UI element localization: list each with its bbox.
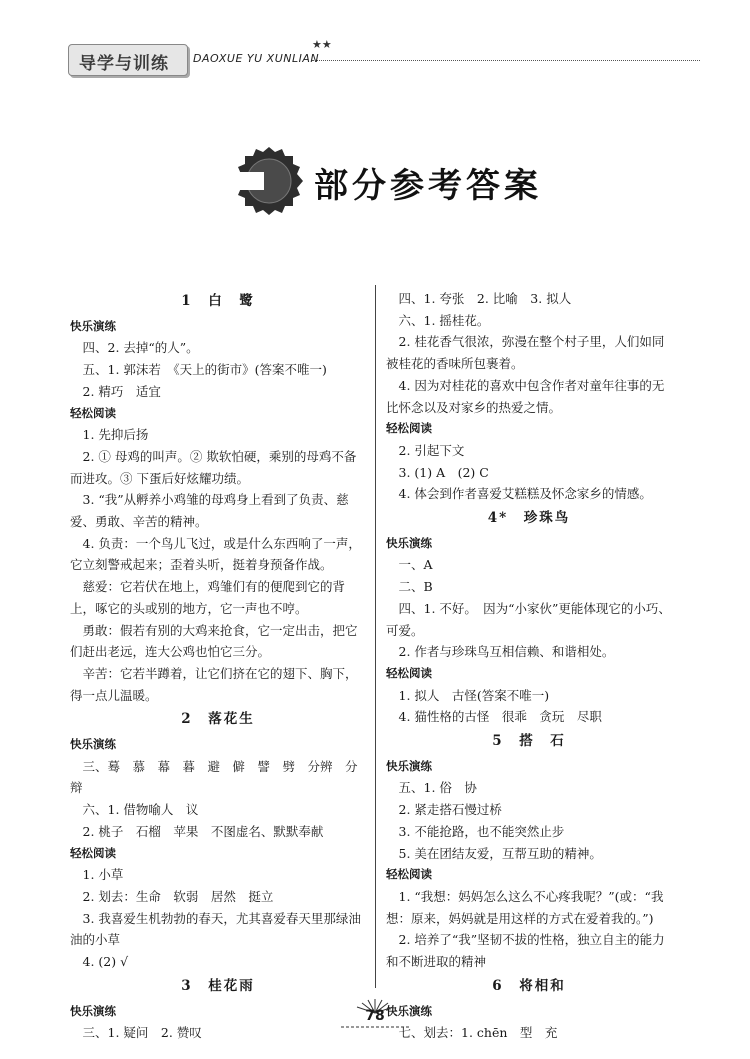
section-heading: 快乐演练 [70,737,116,752]
answer-paragraph: 1. “我想：妈妈怎么这么不心疼我呢？”(或：“我想：原来，妈妈就是用这样的方式在爱着我的。”) [386,888,664,926]
answer-paragraph: 3. 我喜爱生机勃勃的春天，尤其喜爱春天里那绿油油的小草 [70,910,361,948]
answer-line: 2. 精巧 适宜 [82,383,161,399]
answer-paragraph: 2. 桂花香气很浓，弥漫在整个村子里，人们如同被桂花的香味所包裹着。 [386,334,665,372]
page-number: 78 [365,1008,385,1024]
lesson-title: 6 将相和 [492,977,566,994]
answer-line: 2. 作者与珍珠鸟互相信赖、和谐相处。 [398,644,615,660]
answer-line: 4. 猫性格的古怪 很乖 贪玩 尽职 [398,709,602,725]
answer-line: 2. 划去：生命 软弱 居然 挺立 [82,888,274,904]
series-logo [68,44,188,76]
answer-paragraph: 2. ① 母鸡的叫声。② 欺软怕硬，乘别的母鸡不备而进攻。③ 下蛋后好炫耀功绩。 [70,448,357,486]
page-title: 部分参考答案 [314,166,542,206]
section-heading: 快乐演练 [386,758,432,773]
answer-paragraph: 四、1. 不好。 因为“小家伙”更能体现它的小巧、可爱。 [386,600,671,638]
answer-line: 六、1. 摇桂花。 [398,312,490,328]
lesson-title: 4* 珍珠鸟 [487,510,571,527]
answer-paragraph: 勇敢：假若有别的大鸡来抢食，它一定出击，把它们赶出老远，连大公鸡也怕它三分。 [70,622,358,660]
lesson-title: 3 桂花雨 [181,977,255,994]
title-block [234,144,554,224]
answer-line: 一、A [398,557,433,573]
answer-line: 1. 先抑后扬 [82,427,149,443]
answer-line: 五、1. 郭沫若 《天上的街市》(答案不唯一) [82,362,327,378]
answers-right-column [386,288,672,1044]
section-heading: 轻松阅读 [386,421,432,436]
section-heading: 快乐演练 [386,535,432,550]
header-dotted-rule [312,60,700,61]
answer-line: 2. 引起下文 [398,442,465,458]
answer-line: 4. (2) √ [82,954,129,970]
section-heading: 轻松阅读 [386,665,432,680]
answer-line: 3. 不能抢路，也不能突然止步 [398,823,565,839]
answer-line: 2. 紧走搭石慢过桥 [398,802,502,818]
answer-line: 二、B [398,579,433,595]
answer-paragraph: 辛苦：它若半蹲着，让它们挤在它的翅下、胸下，得一点儿温暖。 [70,665,358,703]
column-divider [375,285,376,988]
answer-paragraph: 2. 培养了“我”坚韧不拔的性格，独立自主的能力和不断进取的精神 [386,932,665,970]
lesson-title: 2 落花生 [181,711,255,728]
answer-paragraph: 3. “我”从孵养小鸡雏的母鸡身上看到了负责、慈爱、勇敢、辛苦的精神。 [70,492,349,530]
answer-paragraph: 4. 负责：一个鸟儿飞过，或是什么东西响了一声，它立刻警戒起来；歪着头听，挺着身预备作战。 [70,535,361,573]
answer-paragraph: 慈爱：它若伏在地上，鸡雏们有的便爬到它的背上，啄它的头或别的地方，它一声也不哼。 [70,579,346,616]
running-header [60,38,700,82]
answer-line: 3. (1) A (2) C [398,464,489,480]
answers-left-column [70,288,366,1044]
answer-line: 5. 美在团结友爱，互帮互助的精神。 [398,845,602,861]
answer-line: 1. 拟人 古怪(答案不唯一) [398,687,550,703]
series-latin-name: DAOXUE YU XUNLIAN [193,52,320,65]
section-heading: 轻松阅读 [386,867,432,882]
section-heading: 快乐演练 [70,1003,116,1018]
series-logo-text: 导学与训练 [79,54,169,74]
section-heading: 轻松阅读 [70,845,116,860]
answer-line: 六、1. 借物喻人 议 [82,802,199,818]
lesson-title: 5 搭 石 [492,733,566,750]
scalloped-seal-icon [234,146,304,216]
answer-paragraph: 4. 因为对桂花的喜欢中包含作者对童年往事的无比怀念以及对家乡的热爱之情。 [386,377,665,415]
answer-line: 1. 小草 [82,867,124,883]
answer-line: 四、2. 去掉“的人”。 [82,340,199,356]
page-footer [335,995,415,1035]
section-heading: 轻松阅读 [70,405,116,420]
lesson-title: 1 白 鹭 [181,293,255,309]
section-heading: 快乐演练 [386,1003,432,1018]
answer-line: 4. 体会到作者喜爱艾糕糕及怀念家乡的情感。 [398,486,652,502]
answer-line: 2. 桃子 石榴 苹果 不图虚名、默默奉献 [82,823,324,839]
answer-line: 四、1. 夸张 2. 比喻 3. 拟人 [398,291,572,306]
section-heading: 快乐演练 [70,318,116,333]
answer-line: 三、1. 疑问 2. 赞叹 [82,1025,202,1041]
star-icon: ★★ [312,38,332,51]
answer-line: 七、划去：1. chēn 型 充 [398,1025,558,1041]
answer-line: 五、1. 俗 协 [398,780,477,796]
answer-paragraph: 三、蓦 慕 幕 暮 避 僻 譬 劈 分辨 分辩 [70,758,358,796]
